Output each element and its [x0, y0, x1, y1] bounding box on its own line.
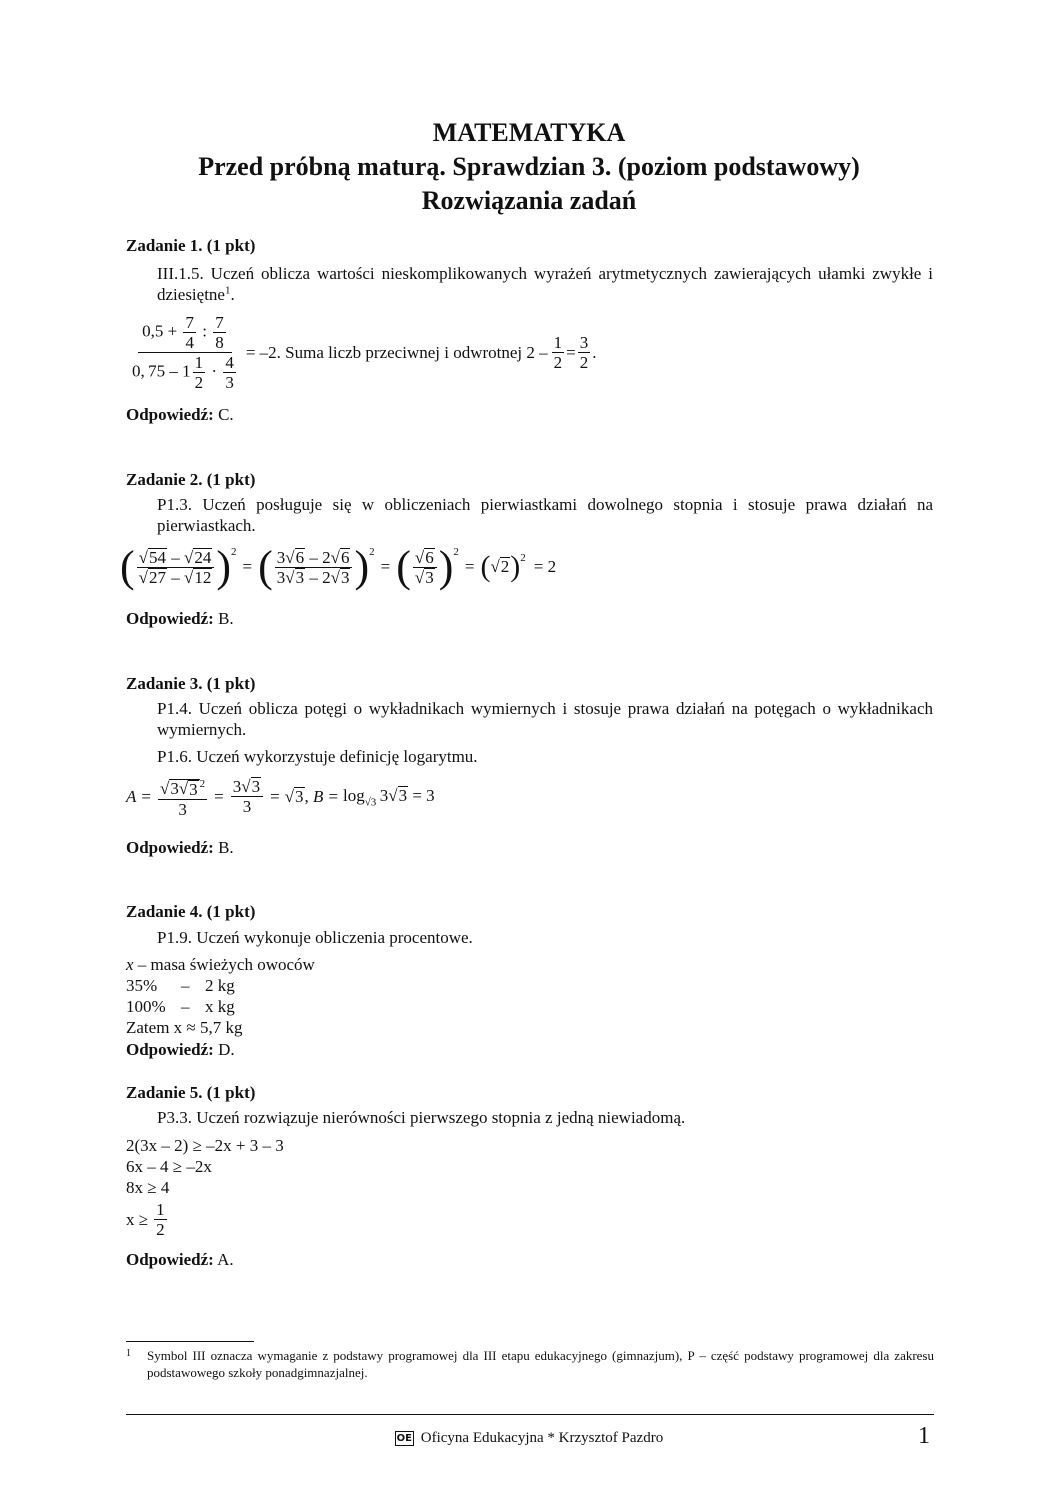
- task-1-criterion-text: III.1.5. Uczeń oblicza wartości nieskomplikowanych wyrażeń arytmetycznych zawierających ułamki zwykłe i dziesiętne: [157, 264, 933, 304]
- task-5-step-3: 8x ≥ 4: [126, 1178, 170, 1197]
- task-3-criterion-1: P1.4. Uczeń oblicza potęgi o wykładnikach wymiernych i stosuje prawa działań na potęgach o wykładnikach wymiernych.: [157, 699, 933, 739]
- answer-label: Odpowiedź:: [126, 405, 214, 424]
- task-4-variable-desc: – masa świeżych owoców: [133, 955, 315, 974]
- answer-label: Odpowiedź:: [126, 609, 214, 628]
- task-3-answer-value: B.: [218, 838, 234, 857]
- publisher-name: Oficyna Edukacyjna * Krzysztof Pazdro: [420, 1430, 664, 1446]
- task-1-title: Zadanie 1. (1 pkt): [126, 236, 256, 255]
- task-4-title: Zadanie 4. (1 pkt): [126, 902, 256, 921]
- task-5-step-4: x ≥ $\frac{1}{2}$: [126, 1200, 165, 1239]
- task-1-answer-value: C.: [218, 405, 234, 424]
- task-4-proportion-row-1: 35% – 2 kg: [126, 976, 235, 995]
- task-2-solution: ( √ 54 – √ 24 √ 27 – √ 12 ) 2 = ( 3 √ 6 – 2 √ 6 3 √ 3 – 2 √ 3 ) 2 = ( √ 6 √ 3 ) 2 = ( √ 2 ) 2 = 2: [120, 542, 557, 591]
- task-3-answer: [126, 837, 234, 858]
- footnote-ref: 1: [224, 284, 231, 297]
- task-1-answer: [126, 404, 234, 425]
- task-4-answer-value: D.: [218, 1040, 235, 1059]
- task-3-title: Zadanie 3. (1 pkt): [126, 674, 256, 693]
- task-5-answer-value: A.: [217, 1250, 234, 1269]
- task-4-result: Zatem x ≈ 5,7 kg: [126, 1018, 243, 1037]
- task-2-answer-value: B.: [218, 609, 234, 628]
- task-5-answer: [126, 1249, 234, 1270]
- task-4-variable-line: [126, 954, 315, 975]
- task-4-proportion-row-2: 100% – x kg: [126, 997, 235, 1016]
- task-1-solution: 0,5 + $\frac{7}{4}$ : $\frac{7}{8}$ 0, 75 – 1 $\frac{1}{2}$ · $\frac{4}{3}$ = –2. Suma liczb przeciwnej i odwrotnej 2 – $\frac{1}{2}$ = $\frac{3}{2}$ .: [126, 313, 597, 392]
- footnote-divider: [126, 1341, 254, 1342]
- task-4-variable: x: [126, 955, 134, 974]
- task-3-criterion-2: P1.6. Uczeń wykorzystuje definicję logarytmu.: [157, 747, 478, 766]
- task-3-solution: A = √ 3 √ 3 $^2$ 3 = 3 √ 3 3 = √ 3 , B = $\log_{√3} 3$ √ 3 = 3: [126, 775, 435, 819]
- answer-label: Odpowiedź:: [126, 838, 214, 857]
- exam-title: Przed próbną maturą. Sprawdzian 3. (poziom podstawowy): [198, 152, 860, 181]
- task-4-answer: [126, 1039, 235, 1060]
- footnote: [126, 1347, 934, 1381]
- footnote-number: 1: [126, 1348, 131, 1359]
- document-header: [0, 116, 1058, 218]
- task-1-text-mid: = –2. Suma liczb przeciwnej i odwrotnej 2 –: [245, 342, 548, 362]
- task-1-main-fraction: 0,5 + $\frac{7}{4}$ : $\frac{7}{8}$ 0, 75 – 1 $\frac{1}{2}$ · $\frac{4}{3}$: [132, 313, 234, 392]
- task-2-title: Zadanie 2. (1 pkt): [126, 470, 256, 489]
- answer-label: Odpowiedź:: [126, 1250, 214, 1269]
- task-1-criterion-end: .: [230, 285, 235, 304]
- task-5-step-1: 2(3x – 2) ≥ –2x + 3 – 3: [126, 1136, 284, 1155]
- task-5-title: Zadanie 5. (1 pkt): [126, 1083, 256, 1102]
- page-number: 1: [918, 1423, 930, 1449]
- footer-divider: [126, 1414, 934, 1415]
- page-footer: [0, 1430, 1058, 1447]
- solutions-title: Rozwiązania zadań: [421, 186, 637, 215]
- answer-label: Odpowiedź:: [126, 1040, 214, 1059]
- task-2-criterion: P1.3. Uczeń posługuje się w obliczeniach pierwiastkami dowolnego stopnia i stosuje prawa działań na pierwiastkach.: [157, 495, 933, 535]
- task-5-step-2: 6x – 4 ≥ –2x: [126, 1157, 212, 1176]
- task-5-criterion: P3.3. Uczeń rozwiązuje nierówności pierwszego stopnia z jedną niewiadomą.: [157, 1108, 686, 1127]
- subject-title: MATEMATYKA: [432, 118, 626, 147]
- footnote-text: Symbol III oznacza wymaganie z podstawy programowej dla III etapu edukacyjnego (gimnazjum), P – część podstawy programowej dla zakresu podstawowego szkoły ponadgimnazjalnej.: [147, 1348, 934, 1380]
- publisher-logo-icon: OE: [396, 1433, 412, 1445]
- task-1-criterion: [157, 263, 933, 305]
- task-4-criterion: P1.9. Uczeń wykonuje obliczenia procentowe.: [157, 928, 473, 947]
- task-2-answer: [126, 608, 234, 629]
